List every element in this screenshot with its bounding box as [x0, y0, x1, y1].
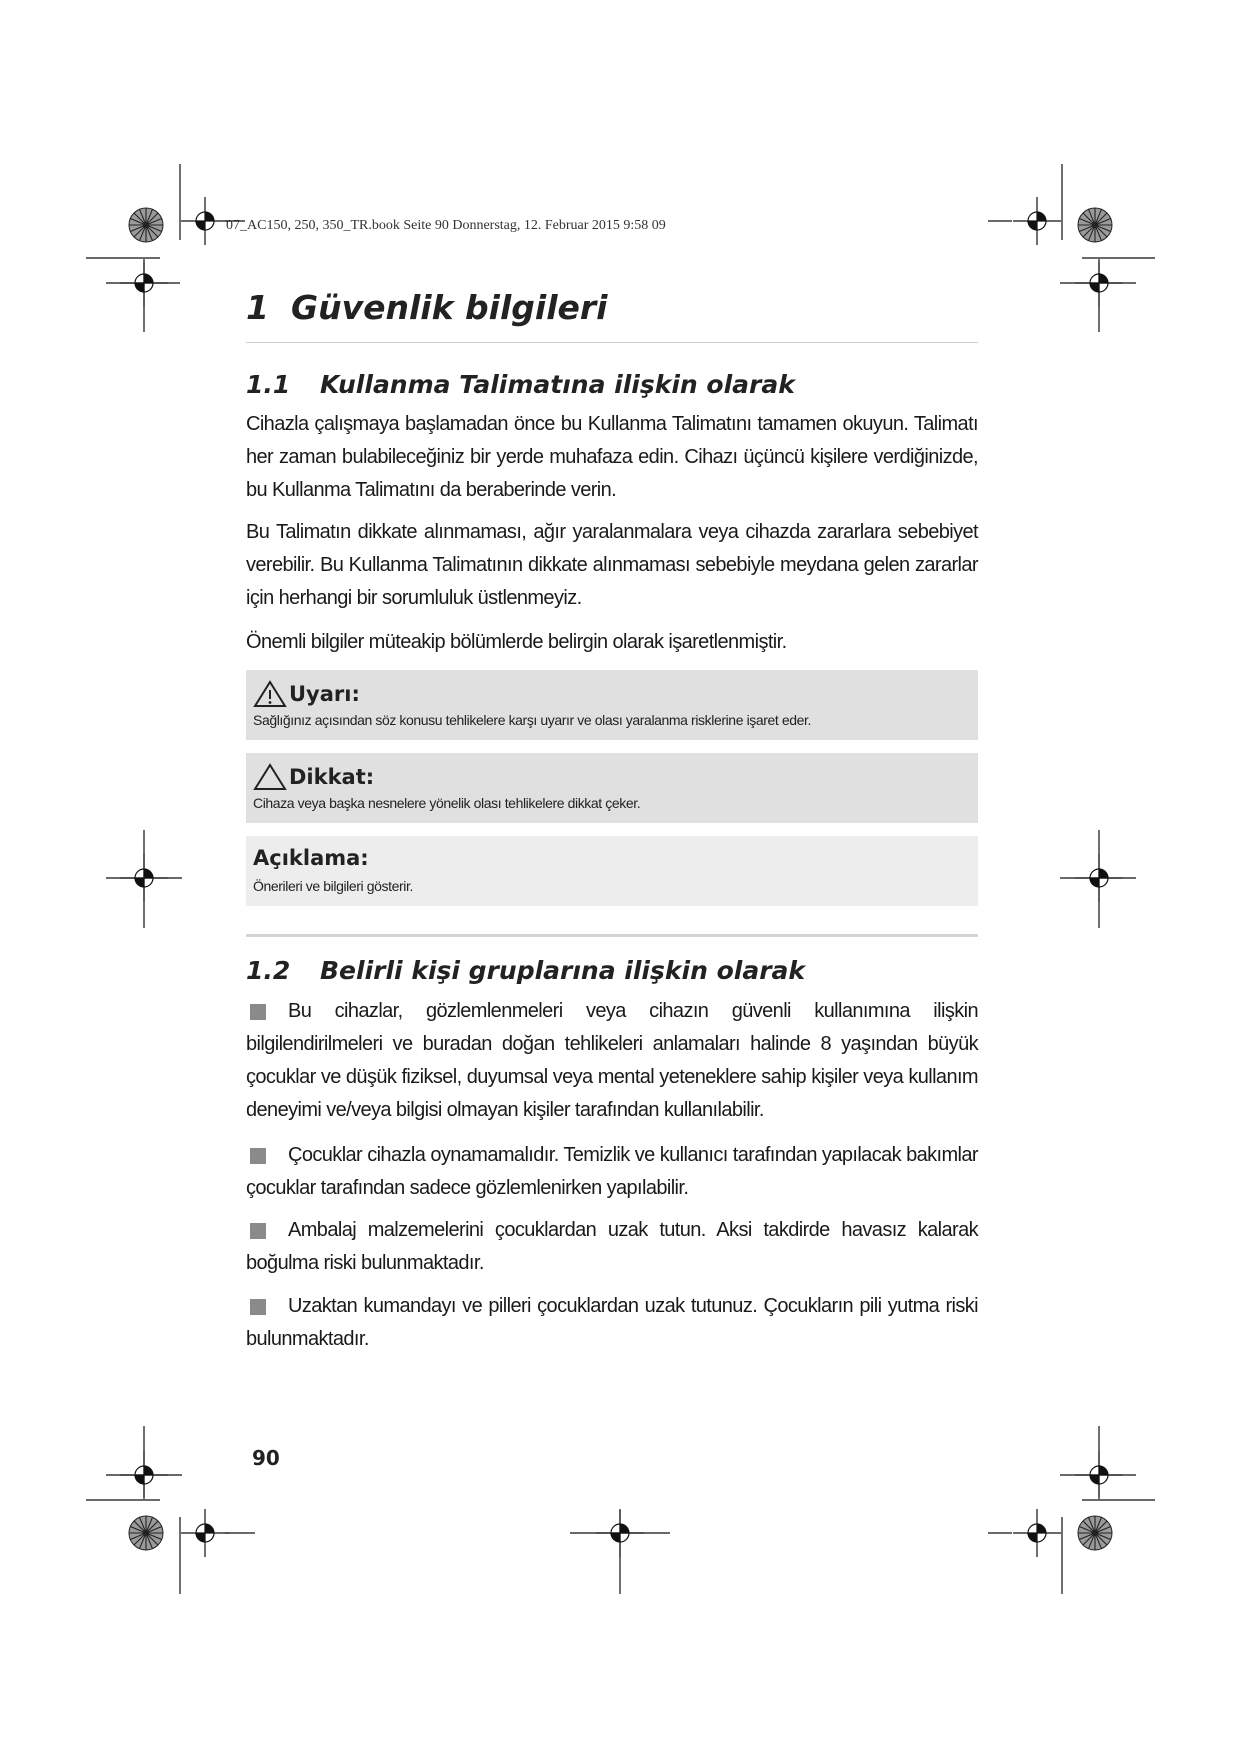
registration-mark-icon: [181, 1509, 229, 1557]
paragraph: Bu Talimatın dikkate alınmaması, ağır yaralanmalara veya cihazda zararlara sebebiyet verebilir. Bu Kullanma Talimatının dikkate alınmaması sebebiyle meydana gelen zararlar için herhangi bir sorumluluk üstlenmeyiz.: [246, 521, 978, 609]
list-item: [246, 995, 978, 1127]
chapter-title: Güvenlik bilgileri: [291, 288, 608, 327]
registration-mark-icon: [1013, 197, 1061, 245]
notice-title: Dikkat:: [289, 765, 375, 789]
section-heading-1-2: [246, 956, 805, 985]
paragraph: Önemli bilgiler müteakip bölümlerde belirgin olarak işaretlenmiştir.: [246, 631, 787, 653]
page-number: 90: [252, 1446, 280, 1470]
section-title: Belirli kişi gruplarına ilişkin olarak: [320, 956, 806, 985]
caution-notice: [246, 753, 978, 823]
warning-notice: [246, 670, 978, 740]
list-item-text: Bu cihazlar, gözlemlenmeleri veya cihazın güvenli kullanımına ilişkin bilgilendirilmeleri ve buradan doğan tehlikeleri anlamaları halinde 8 yaşından büyük çocuklar ve düşük fiziksel, duyumsal veya mental yeteneklere sahip kişiler veya kullanım deneyimi ve/veya bilgisi olmayan kişiler tarafından kullanılabilir.: [246, 1000, 978, 1121]
color-target-icon: [1078, 208, 1112, 242]
notice-text: Sağlığınız açısından söz konusu tehlikelere karşı uyarır ve olası yaralanma risklerine işaret eder.: [253, 712, 812, 728]
list-item-text: Çocuklar cihazla oynamamalıdır. Temizlik ve kullanıcı tarafından yapılacak bakımlar çocuklar tarafından sadece gözlemlenirken yapılabilir.: [246, 1144, 978, 1199]
list-item-text: Ambalaj malzemelerini çocuklardan uzak tutun. Aksi takdirde havasız kalarak boğulma riski bulunmaktadır.: [246, 1219, 978, 1274]
list-item: [246, 1290, 978, 1356]
section-heading-1-1: [246, 370, 795, 399]
chapter-number: 1: [246, 288, 269, 327]
section-title: Kullanma Talimatına ilişkin olarak: [320, 370, 795, 399]
color-target-icon: [129, 1516, 163, 1550]
print-header-line: 07_AC150, 250, 350_TR.book Seite 90 Donnerstag, 12. Februar 2015 9:58 09: [226, 218, 666, 233]
section-divider: [246, 934, 978, 937]
list-item-text: Uzaktan kumandayı ve pilleri çocuklardan uzak tutunuz. Çocukların pili yutma riski bulunmaktadır.: [246, 1295, 978, 1350]
list-item: [246, 1139, 978, 1205]
bullet-square-icon: [250, 1223, 266, 1239]
notice-text: Önerileri ve bilgileri gösterir.: [253, 878, 413, 894]
notice-title: Açıklama:: [253, 846, 369, 870]
paragraph: Cihazla çalışmaya başlamadan önce bu Kullanma Talimatını tamamen okuyun. Talimatı her zaman bulabileceğiniz bir yerde muhafaza edin. Cihazı üçüncü kişilere verdiğinizde, bu Kullanma Talimatını da beraberinde verin.: [246, 413, 978, 501]
registration-mark-icon: [181, 197, 229, 245]
bullet-square-icon: [250, 1299, 266, 1315]
section-number: 1.2: [246, 956, 291, 985]
registration-mark-icon: [1013, 1509, 1061, 1557]
chapter-heading: [246, 288, 978, 343]
bullet-square-icon: [250, 1148, 266, 1164]
note-notice: [246, 836, 978, 906]
notice-text: Cihaza veya başka nesnelere yönelik olası tehlikelere dikkat çeker.: [253, 795, 641, 811]
notice-title: Uyarı:: [289, 682, 360, 706]
list-item: [246, 1214, 978, 1280]
section-number: 1.1: [246, 370, 291, 399]
bullet-square-icon: [250, 1004, 266, 1020]
warning-triangle-icon: [253, 680, 287, 708]
color-target-icon: [129, 208, 163, 242]
color-target-icon: [1078, 1516, 1112, 1550]
caution-triangle-icon: [253, 763, 287, 791]
